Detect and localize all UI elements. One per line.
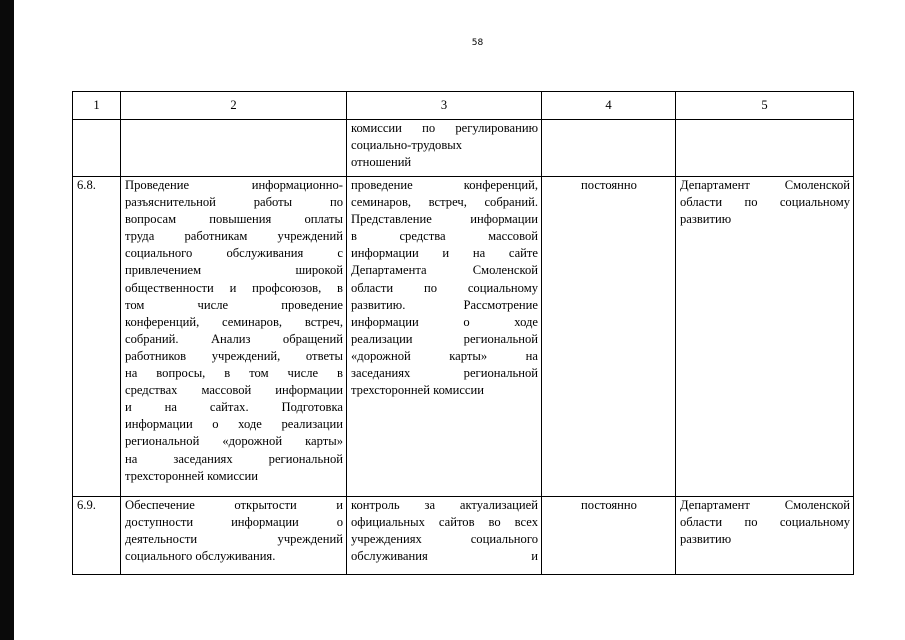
cell-result	[347, 177, 542, 497]
cell-num: 6.9.	[73, 497, 121, 575]
text-line: области по социальному	[351, 280, 538, 295]
header-cell-3: 3	[347, 92, 542, 120]
text-line: Департамент Смоленской	[680, 498, 850, 512]
text-line: контроль за актуализацией	[351, 498, 538, 512]
text-line: Представление информации	[351, 212, 538, 227]
text-line: социально-трудовых	[351, 138, 463, 153]
table-row-6-8	[73, 177, 854, 497]
cell-responsible	[676, 497, 854, 575]
text-line: информации о ходе реализации	[125, 417, 343, 432]
header-cell-1: 1	[73, 92, 121, 120]
text-line: трехсторонней комиссии	[125, 468, 258, 483]
text-line: развитию	[680, 532, 732, 547]
text-line: обслуживания и	[351, 549, 538, 564]
table-row-continuation	[73, 120, 854, 177]
header-cell-2: 2	[121, 92, 347, 120]
table-row-6-9	[73, 497, 854, 575]
text-line: общественности и профсоюзов, в	[125, 280, 343, 295]
text-line: собраний. Анализ обращений	[125, 331, 343, 346]
cell-term: постоянно	[542, 177, 676, 497]
text-line: на заседаниях региональной	[125, 451, 343, 466]
text-line: и на сайтах. Подготовка	[125, 400, 343, 415]
text-line: развитию	[680, 212, 732, 227]
text-line: труда работникам учреждений	[125, 229, 343, 244]
text-line: разъяснительной работы по	[125, 195, 343, 210]
text-line: вопросам повышения оплаты	[125, 212, 343, 227]
text-line: семинаров, встреч, собраний.	[351, 195, 538, 210]
text-line: в средства массовой	[351, 229, 538, 244]
text-line: на вопросы, в том числе в	[125, 366, 343, 381]
text-line: проведение конференций,	[351, 178, 538, 192]
cell-responsible	[676, 120, 854, 177]
text-line: Департамент Смоленской	[680, 178, 850, 192]
text-line: Департамента Смоленской	[351, 263, 538, 278]
text-line: реализации региональной	[351, 331, 538, 346]
cell-responsible	[676, 177, 854, 497]
text-line: официальных сайтов во всех	[351, 515, 538, 530]
text-line: информации о ходе	[351, 314, 538, 329]
text-line: развитию. Рассмотрение	[351, 297, 538, 312]
text-line: учреждениях социального	[351, 532, 538, 547]
text-line: «дорожной карты» на	[351, 348, 538, 363]
text-line: трехсторонней комиссии	[351, 383, 484, 398]
text-line: привлечением широкой	[125, 263, 343, 278]
header-cell-4: 4	[542, 92, 676, 120]
cell-measure	[121, 120, 347, 177]
cell-num	[73, 120, 121, 177]
cell-measure	[121, 177, 347, 497]
text-line: Обеспечение открытости и	[125, 498, 343, 512]
page-number: 58	[471, 38, 484, 48]
text-line: области по социальному	[680, 515, 850, 530]
plan-table	[72, 91, 854, 575]
text-line: социального обслуживания с	[125, 246, 343, 261]
cell-result	[347, 120, 542, 177]
cell-measure	[121, 497, 347, 575]
text-line: заседаниях региональной	[351, 366, 538, 381]
text-line: работников учреждений, ответы	[125, 348, 343, 363]
cell-num: 6.8.	[73, 177, 121, 497]
text-line: социального обслуживания.	[125, 549, 276, 564]
text-line: средствах массовой информации	[125, 383, 343, 398]
cell-result	[347, 497, 542, 575]
cell-term	[542, 120, 676, 177]
text-line: отношений	[351, 155, 412, 170]
text-line: региональной «дорожной карты»	[125, 434, 343, 449]
text-line: том числе проведение	[125, 297, 343, 312]
text-line: конференций, семинаров, встреч,	[125, 314, 343, 329]
text-line: комиссии по регулированию	[351, 121, 538, 135]
text-line: Проведение информационно-	[125, 178, 343, 192]
text-line: области по социальному	[680, 195, 850, 210]
text-line: информации и на сайте	[351, 246, 538, 261]
cell-term: постоянно	[542, 497, 676, 575]
header-cell-5: 5	[676, 92, 854, 120]
scan-edge-bar	[0, 0, 14, 640]
table-header-row	[73, 92, 854, 120]
text-line: доступности информации о	[125, 515, 343, 530]
text-line: деятельности учреждений	[125, 532, 343, 547]
